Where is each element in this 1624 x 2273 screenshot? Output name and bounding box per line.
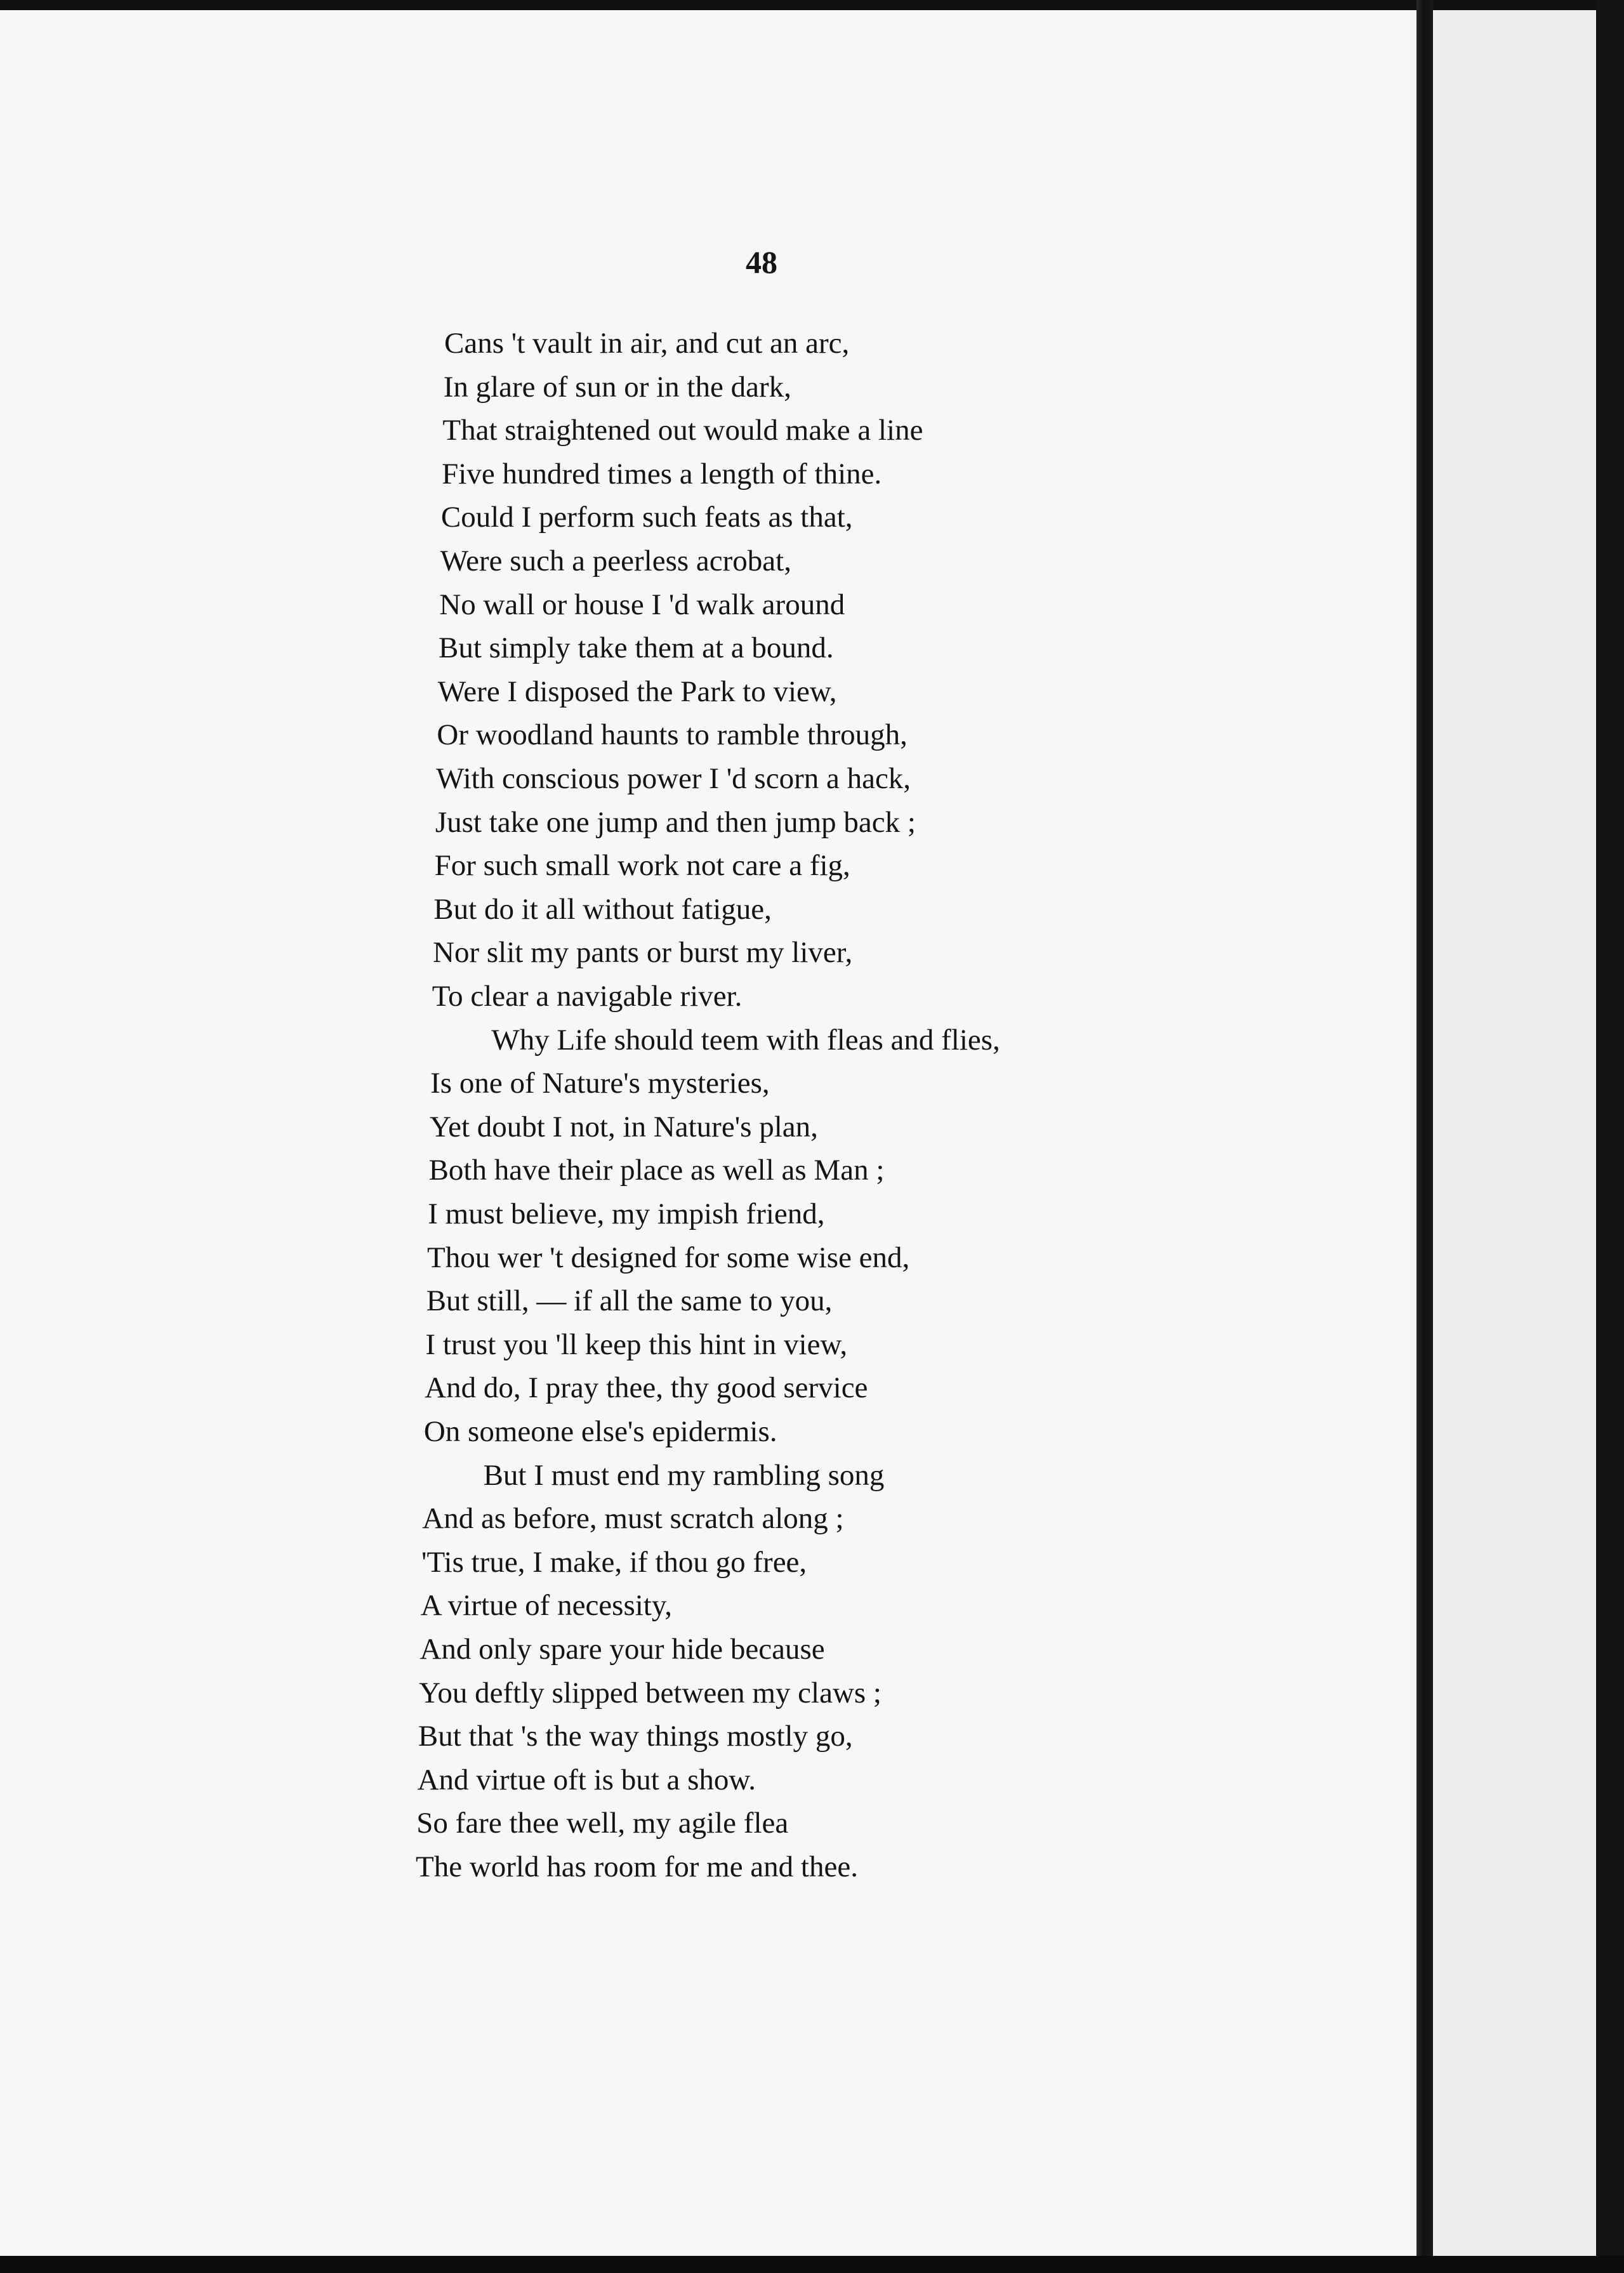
poem-line: With conscious power I 'd scorn a hack, bbox=[436, 762, 911, 795]
scan-top-border bbox=[0, 0, 1624, 10]
poem-line: Nor slit my pants or burst my liver, bbox=[433, 936, 853, 970]
poem-line: Yet doubt I not, in Nature's plan, bbox=[429, 1110, 818, 1143]
adjacent-page-edge bbox=[1433, 10, 1624, 2256]
poem-line: Both have their place as well as Man ; bbox=[428, 1154, 885, 1187]
page-number: 48 bbox=[746, 244, 777, 280]
poem-line: I must believe, my impish friend, bbox=[428, 1197, 825, 1230]
poem-line: Is one of Nature's mysteries, bbox=[430, 1067, 770, 1100]
poem-line: In glare of sun or in the dark, bbox=[443, 370, 791, 404]
scan-bottom-border bbox=[0, 2256, 1624, 2273]
page-gutter-edge bbox=[1416, 0, 1433, 2256]
poem-line: Were I disposed the Park to view, bbox=[437, 675, 837, 708]
poem-line: And virtue oft is but a show. bbox=[417, 1763, 756, 1796]
poem-line: So fare thee well, my agile flea bbox=[416, 1807, 789, 1840]
poem-line: You deftly slipped between my claws ; bbox=[419, 1676, 881, 1710]
poem-line: To clear a navigable river. bbox=[432, 980, 743, 1013]
poem-line: Cans 't vault in air, and cut an arc, bbox=[444, 327, 850, 360]
poem-line: And as before, must scratch along ; bbox=[422, 1502, 844, 1536]
poem-line-stanza-start: Why Life should teem with fleas and flies, bbox=[491, 1023, 1000, 1057]
poem-line: 'Tis true, I make, if thou go free, bbox=[421, 1545, 807, 1579]
poem-line: Could I perform such feats as that, bbox=[440, 501, 853, 534]
poem-line: No wall or house I 'd walk around bbox=[439, 588, 845, 621]
poem-line: But do it all without fatigue, bbox=[433, 892, 772, 926]
poem-line-stanza-start: But I must end my rambling song bbox=[483, 1458, 885, 1492]
scan-right-border bbox=[1596, 0, 1624, 2256]
poem-line: And only spare your hide because bbox=[419, 1633, 825, 1666]
poem-line: But simply take them at a bound. bbox=[439, 631, 834, 665]
poem-line: On someone else's epidermis. bbox=[423, 1415, 777, 1448]
poem-line: A virtue of necessity, bbox=[420, 1589, 673, 1623]
poem-line: Thou wer 't designed for some wise end, bbox=[427, 1241, 910, 1274]
poem-line: And do, I pray thee, thy good service bbox=[425, 1371, 868, 1405]
poem-line: But that 's the way things mostly go, bbox=[418, 1720, 853, 1753]
poem-line: For such small work not care a fig, bbox=[434, 849, 850, 883]
poem-line: I trust you 'll keep this hint in view, bbox=[425, 1328, 848, 1361]
poem-line: That straightened out would make a line bbox=[442, 414, 923, 447]
poem-line: Five hundred times a length of thine. bbox=[442, 457, 882, 491]
poem-line: Were such a peerless acrobat, bbox=[440, 544, 791, 577]
poem-line: Or woodland haunts to ramble through, bbox=[437, 718, 908, 752]
poem-line: The world has room for me and thee. bbox=[416, 1850, 858, 1883]
poem-line: Just take one jump and then jump back ; bbox=[435, 805, 916, 839]
poem-line: But still, — if all the same to you, bbox=[426, 1284, 833, 1318]
